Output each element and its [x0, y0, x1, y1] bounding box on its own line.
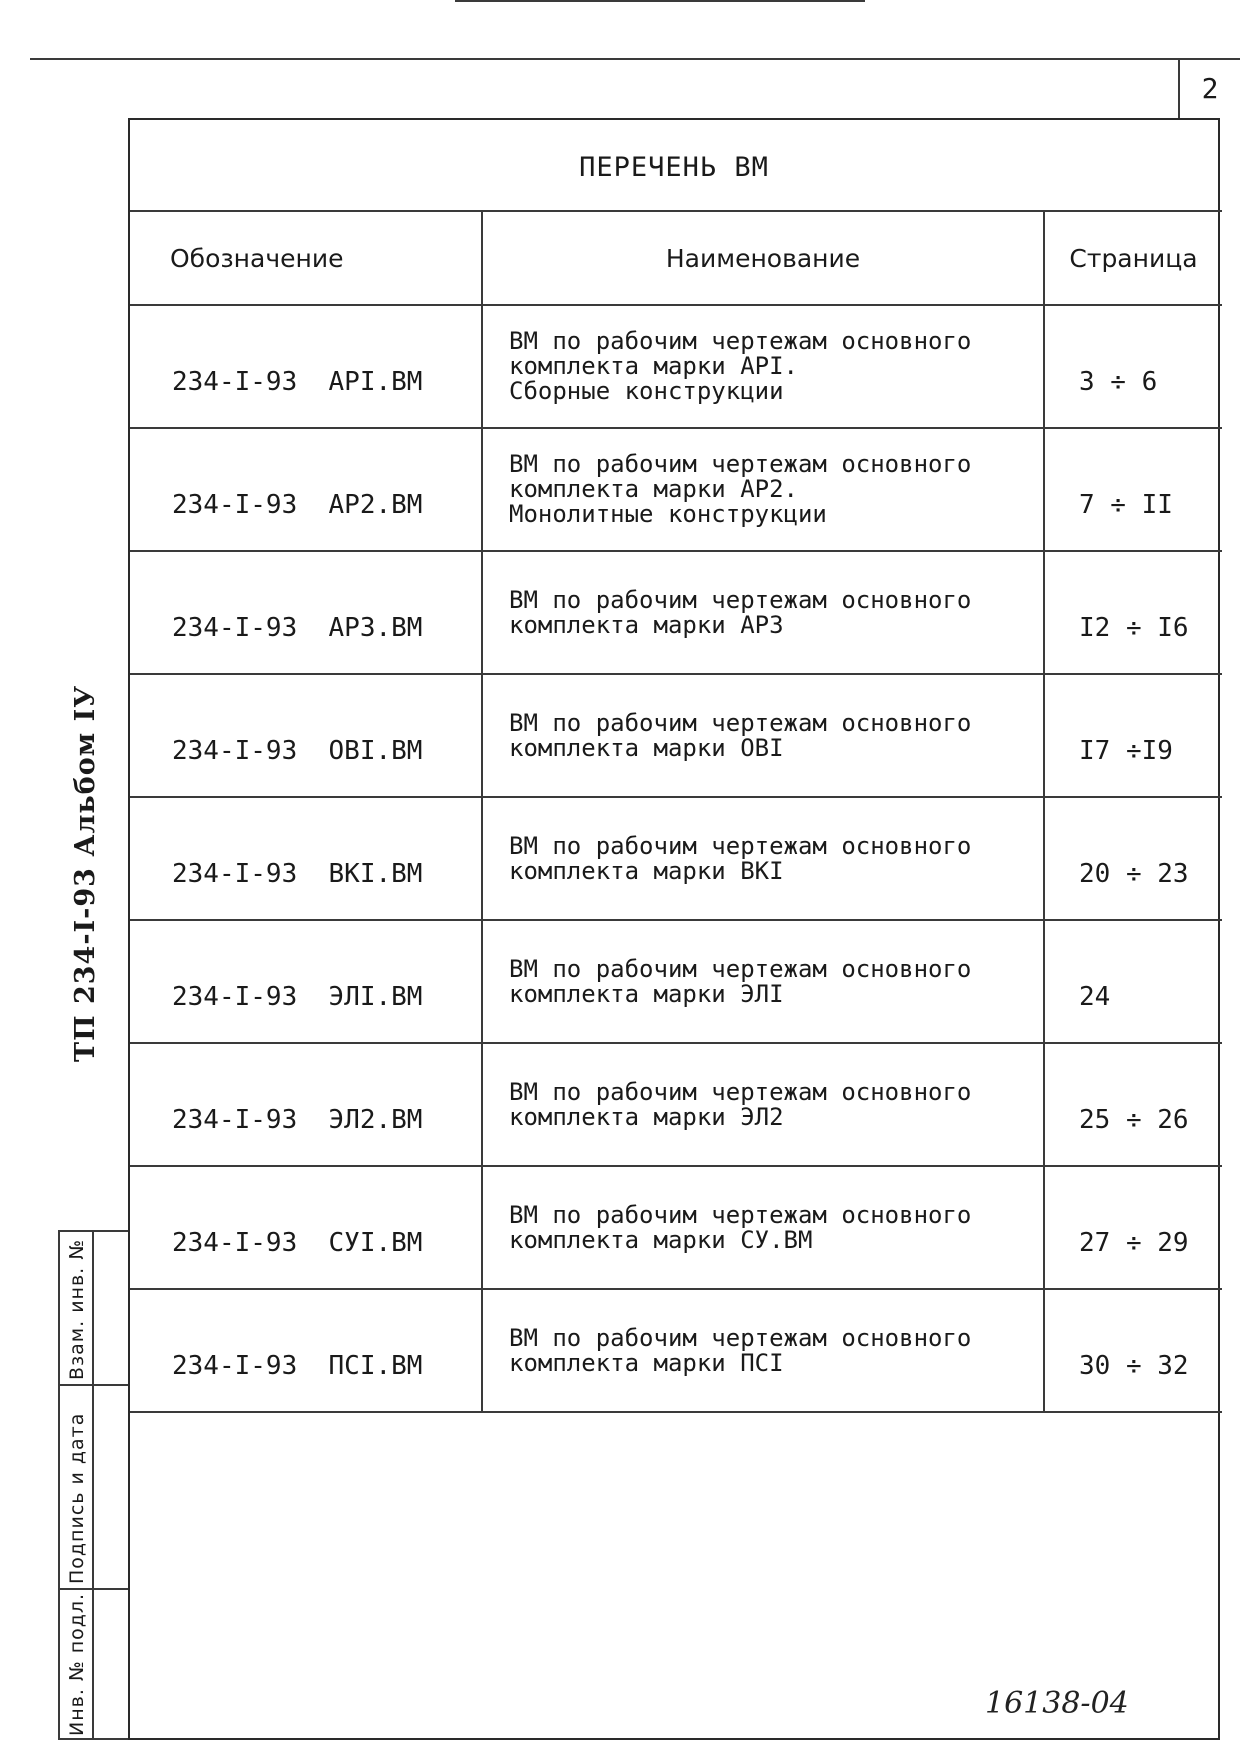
- row-code: 234-I-93 АРI.ВМ: [130, 305, 482, 428]
- row-page: I2 ÷ I6: [1044, 551, 1222, 674]
- row-page: I7 ÷I9: [1044, 674, 1222, 797]
- table-header-row: [130, 211, 1222, 305]
- header-page: Страница: [1044, 211, 1222, 305]
- documents-list-table: [130, 210, 1222, 1413]
- row-name-line: комплекта марки ОВI: [509, 733, 784, 762]
- table-row: [130, 797, 1222, 920]
- row-name: [482, 920, 1044, 1043]
- row-code: 234-I-93 АР2.ВМ: [130, 428, 482, 551]
- row-name-line: ВМ по рабочим чертежам основного: [509, 327, 972, 355]
- stamp-signature-date: Подпись и дата: [66, 1412, 88, 1584]
- row-name-line: ВМ по рабочим чертежам основного: [509, 1077, 972, 1106]
- row-page: 27 ÷ 29: [1044, 1166, 1222, 1289]
- top-edge-line: [455, 0, 865, 2]
- row-name: [482, 797, 1044, 920]
- row-name-line: Сборные конструкции: [509, 377, 784, 405]
- row-code: 234-I-93 ВКI.ВМ: [130, 797, 482, 920]
- row-name-line: ВМ по рабочим чертежам основного: [509, 708, 972, 737]
- table-row: [130, 305, 1222, 428]
- row-code: 234-I-93 СУI.ВМ: [130, 1166, 482, 1289]
- page-number: 2: [1201, 72, 1219, 105]
- row-name-line: ВМ по рабочим чертежам основного: [509, 450, 972, 478]
- header-code: Обозначение: [130, 211, 482, 305]
- header-name: Наименование: [482, 211, 1044, 305]
- row-name-line: комплекта марки АР2.: [509, 475, 798, 503]
- table-row: [130, 551, 1222, 674]
- row-name-line: комплекта марки ПСI: [509, 1348, 784, 1377]
- row-name-line: Монолитные конструкции: [509, 500, 827, 528]
- row-page: 7 ÷ II: [1044, 428, 1222, 551]
- row-code: 234-I-93 АР3.ВМ: [130, 551, 482, 674]
- stamp-inner-line: [92, 1232, 94, 1738]
- row-name: [482, 1043, 1044, 1166]
- row-page: 20 ÷ 23: [1044, 797, 1222, 920]
- row-name: [482, 674, 1044, 797]
- row-code: 234-I-93 ОВI.ВМ: [130, 674, 482, 797]
- row-page: 3 ÷ 6: [1044, 305, 1222, 428]
- row-name-line: ВМ по рабочим чертежам основного: [509, 1200, 972, 1229]
- row-name-line: комплекта марки ВКI: [509, 856, 784, 885]
- stamp-inv-original: Инв. № подл.: [66, 1592, 88, 1736]
- stamp-divider-1: [60, 1384, 128, 1386]
- row-name: [482, 1289, 1044, 1412]
- table-body: [130, 305, 1222, 1412]
- row-code: 234-I-93 ЭЛI.ВМ: [130, 920, 482, 1043]
- table-title: ПЕРЕЧЕНЬ ВМ: [579, 152, 769, 183]
- stamp-divider-2: [60, 1588, 128, 1590]
- row-name: [482, 428, 1044, 551]
- table-row: [130, 1289, 1222, 1412]
- stamp-replace-inv: Взам. инв. №: [66, 1238, 88, 1380]
- sheet-top-line: [30, 58, 1240, 60]
- row-name-line: комплекта марки ЭЛ2: [509, 1102, 784, 1131]
- table-row: [130, 428, 1222, 551]
- main-frame: [128, 118, 1220, 1740]
- row-name-line: комплекта марки АРI.: [509, 352, 798, 380]
- album-label: ТП 234-I-93 Альбом IУ: [70, 684, 101, 1062]
- table-row: [130, 920, 1222, 1043]
- row-name-line: ВМ по рабочим чертежам основного: [509, 585, 972, 614]
- binding-stamp-box: [58, 1230, 128, 1740]
- row-name-line: ВМ по рабочим чертежам основного: [509, 954, 972, 983]
- row-code: 234-I-93 ПСI.ВМ: [130, 1289, 482, 1412]
- row-name: [482, 1166, 1044, 1289]
- row-name-line: комплекта марки АР3: [509, 610, 784, 639]
- row-name-line: комплекта марки ЭЛI: [509, 979, 784, 1008]
- row-name: [482, 551, 1044, 674]
- table-row: [130, 674, 1222, 797]
- row-name: [482, 305, 1044, 428]
- bottom-handwritten-code: 16138-04: [985, 1686, 1129, 1721]
- row-page: 24: [1044, 920, 1222, 1043]
- row-code: 234-I-93 ЭЛ2.ВМ: [130, 1043, 482, 1166]
- row-name-line: ВМ по рабочим чертежам основного: [509, 831, 972, 860]
- row-name-line: ВМ по рабочим чертежам основного: [509, 1323, 972, 1352]
- row-page: 30 ÷ 32: [1044, 1289, 1222, 1412]
- table-row: [130, 1043, 1222, 1166]
- table-row: [130, 1166, 1222, 1289]
- row-page: 25 ÷ 26: [1044, 1043, 1222, 1166]
- row-name-line: комплекта марки СУ.ВМ: [509, 1225, 813, 1254]
